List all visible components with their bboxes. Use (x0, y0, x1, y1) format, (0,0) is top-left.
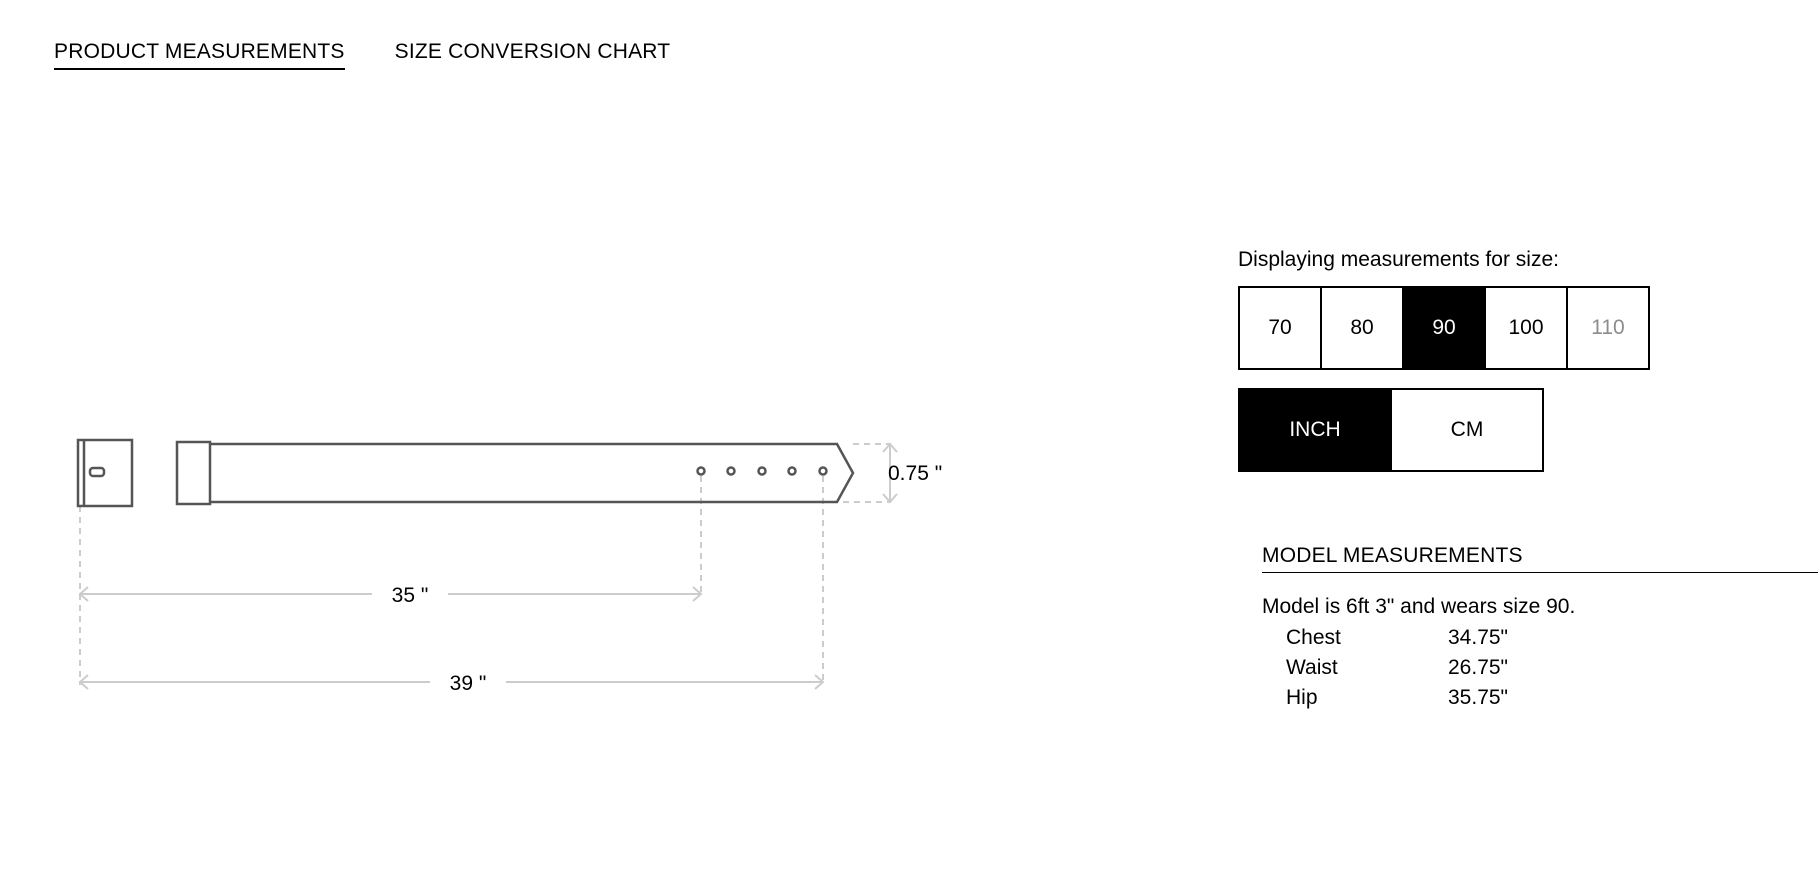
size-panel (1238, 248, 1818, 472)
unit-inch-button[interactable]: INCH (1238, 388, 1392, 472)
unit-toggle (1238, 388, 1818, 472)
belt-diagram (60, 420, 960, 700)
model-row-label: Waist (1286, 656, 1338, 679)
size-selector-title: Displaying measurements for size: (1238, 248, 1559, 271)
belt-holes (698, 468, 827, 475)
model-row-waist (1262, 653, 1818, 683)
size-option-70[interactable]: 70 (1238, 286, 1322, 370)
unit-cm-button[interactable]: CM (1390, 388, 1544, 472)
model-measurements-heading: MODEL MEASUREMENTS (1262, 544, 1818, 573)
model-row-value: 35.75" (1448, 686, 1509, 709)
tab-size-conversion-chart[interactable]: SIZE CONVERSION CHART (394, 40, 671, 63)
belt-keeper (177, 442, 210, 504)
model-row-label: Hip (1286, 686, 1318, 709)
measurement-tabs (54, 40, 670, 70)
model-measurements-table (1262, 623, 1818, 713)
size-option-90[interactable]: 90 (1402, 286, 1486, 370)
belt-buckle (78, 440, 132, 506)
length-35-label: 35 " (391, 584, 429, 607)
length-35-dimension-arrow (80, 587, 701, 601)
model-row-value: 34.75" (1448, 626, 1509, 649)
model-row-value: 26.75" (1448, 656, 1509, 679)
model-row-chest (1262, 623, 1818, 653)
model-summary: Model is 6ft 3" and wears size 90. (1262, 595, 1576, 618)
belt-strap (176, 444, 853, 502)
model-measurements (1262, 544, 1818, 713)
width-label: 0.75 " (888, 462, 943, 485)
length-39-label: 39 " (449, 672, 487, 695)
tab-product-measurements[interactable]: PRODUCT MEASUREMENTS (54, 40, 345, 70)
size-option-110[interactable]: 110 (1566, 286, 1650, 370)
model-row-label: Chest (1286, 626, 1341, 649)
size-option-80[interactable]: 80 (1320, 286, 1404, 370)
size-option-100[interactable]: 100 (1484, 286, 1568, 370)
size-options (1238, 286, 1818, 370)
model-row-hip (1262, 683, 1818, 713)
